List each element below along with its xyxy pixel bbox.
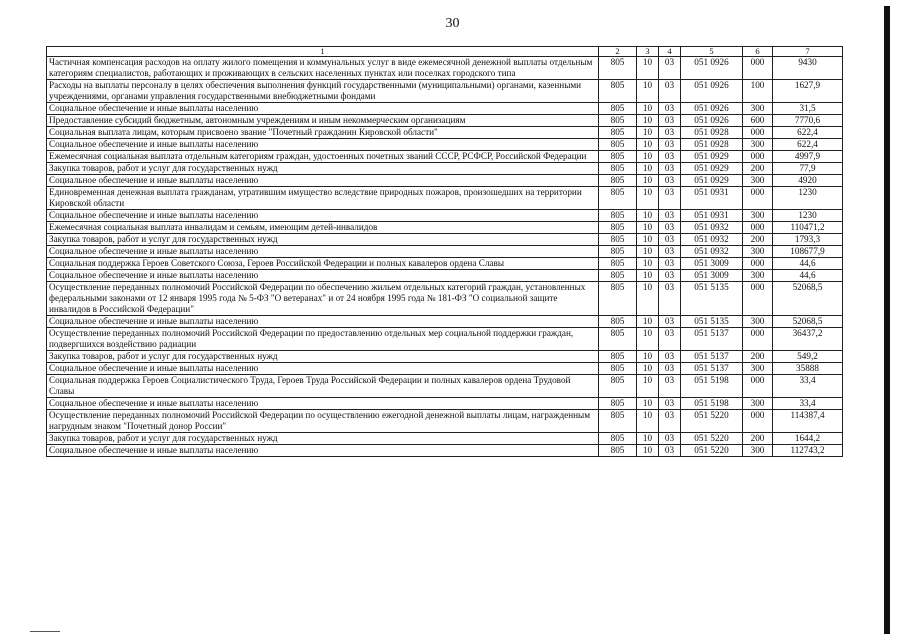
row-target-item: 051 0926 — [681, 103, 743, 115]
row-target-item: 051 0932 — [681, 222, 743, 234]
row-target-item: 051 5220 — [681, 410, 743, 433]
row-name: Социальное обеспечение и иные выплаты населению — [47, 139, 599, 151]
table-row — [47, 398, 843, 410]
row-target-item: 051 0926 — [681, 57, 743, 80]
table-row — [47, 270, 843, 282]
row-name: Социальное обеспечение и иные выплаты населению — [47, 270, 599, 282]
table-row — [47, 57, 843, 80]
table-row — [47, 316, 843, 328]
row-subsection: 03 — [659, 115, 681, 127]
row-expense-type: 000 — [743, 258, 773, 270]
row-subsection: 03 — [659, 445, 681, 457]
row-subsection: 03 — [659, 410, 681, 433]
table-row — [47, 210, 843, 222]
row-admin-code: 805 — [599, 351, 637, 363]
table-row — [47, 127, 843, 139]
row-subsection: 03 — [659, 246, 681, 258]
header-col-6: 6 — [743, 47, 773, 57]
row-section: 10 — [637, 80, 659, 103]
row-name: Закупка товаров, работ и услуг для государственных нужд — [47, 433, 599, 445]
row-section: 10 — [637, 115, 659, 127]
row-section: 10 — [637, 210, 659, 222]
row-section: 10 — [637, 351, 659, 363]
row-name: Закупка товаров, работ и услуг для государственных нужд — [47, 163, 599, 175]
header-col-7: 7 — [773, 47, 843, 57]
row-name: Единовременная денежная выплата гражданам, утратившим имущество вследствие природных пожаров, произошедших на территории Кировской области — [47, 187, 599, 210]
row-name: Социальное обеспечение и иные выплаты населению — [47, 316, 599, 328]
footer-rule — [30, 631, 60, 632]
table-row — [47, 139, 843, 151]
row-section: 10 — [637, 234, 659, 246]
row-amount: 1644,2 — [773, 433, 843, 445]
row-subsection: 03 — [659, 57, 681, 80]
row-target-item: 051 0926 — [681, 115, 743, 127]
row-expense-type: 300 — [743, 103, 773, 115]
row-subsection: 03 — [659, 234, 681, 246]
row-admin-code: 805 — [599, 282, 637, 316]
table-row — [47, 445, 843, 457]
row-subsection: 03 — [659, 351, 681, 363]
budget-table — [46, 46, 843, 457]
row-expense-type: 000 — [743, 282, 773, 316]
row-name: Предоставление субсидий бюджетным, автономным учреждениям и иным некоммерческим организациям — [47, 115, 599, 127]
row-name: Социальное обеспечение и иные выплаты населению — [47, 246, 599, 258]
row-name: Социальное обеспечение и иные выплаты населению — [47, 210, 599, 222]
row-name: Расходы на выплаты персоналу в целях обеспечения выполнения функций государственными (муниципальными) органами, казенными учреждениями, органами управления государственными внебюджетными фондами — [47, 80, 599, 103]
table-row — [47, 351, 843, 363]
row-admin-code: 805 — [599, 222, 637, 234]
header-col-1: 1 — [47, 47, 599, 57]
row-amount: 549,2 — [773, 351, 843, 363]
row-name: Частичная компенсация расходов на оплату жилого помещения и коммунальных услуг в виде ежемесячной денежной выплаты отдельным категориям специалистов, работающих и проживающих в сельских населенных пунктах или поселках городского типа — [47, 57, 599, 80]
row-expense-type: 300 — [743, 445, 773, 457]
row-subsection: 03 — [659, 210, 681, 222]
row-expense-type: 000 — [743, 222, 773, 234]
row-subsection: 03 — [659, 151, 681, 163]
table-row — [47, 410, 843, 433]
row-admin-code: 805 — [599, 115, 637, 127]
scan-edge-bar — [884, 6, 890, 634]
row-amount: 77,9 — [773, 163, 843, 175]
table-row — [47, 163, 843, 175]
table-row — [47, 103, 843, 115]
row-expense-type: 000 — [743, 410, 773, 433]
row-admin-code: 805 — [599, 103, 637, 115]
row-expense-type: 000 — [743, 187, 773, 210]
row-amount: 110471,2 — [773, 222, 843, 234]
row-subsection: 03 — [659, 375, 681, 398]
row-subsection: 03 — [659, 316, 681, 328]
table-row — [47, 328, 843, 351]
row-target-item: 051 5135 — [681, 282, 743, 316]
row-amount: 36437,2 — [773, 328, 843, 351]
row-target-item: 051 5137 — [681, 328, 743, 351]
row-expense-type: 200 — [743, 163, 773, 175]
row-expense-type: 200 — [743, 351, 773, 363]
row-admin-code: 805 — [599, 445, 637, 457]
row-target-item: 051 5198 — [681, 375, 743, 398]
row-target-item: 051 5135 — [681, 316, 743, 328]
row-amount: 35888 — [773, 363, 843, 375]
row-expense-type: 000 — [743, 151, 773, 163]
row-target-item: 051 5220 — [681, 433, 743, 445]
row-subsection: 03 — [659, 103, 681, 115]
row-section: 10 — [637, 445, 659, 457]
row-expense-type: 000 — [743, 328, 773, 351]
row-section: 10 — [637, 246, 659, 258]
row-section: 10 — [637, 175, 659, 187]
row-expense-type: 300 — [743, 363, 773, 375]
row-expense-type: 300 — [743, 139, 773, 151]
row-admin-code: 805 — [599, 316, 637, 328]
row-amount: 1793,3 — [773, 234, 843, 246]
row-name: Социальное обеспечение и иные выплаты населению — [47, 445, 599, 457]
row-amount: 52068,5 — [773, 316, 843, 328]
row-subsection: 03 — [659, 363, 681, 375]
row-subsection: 03 — [659, 270, 681, 282]
row-subsection: 03 — [659, 139, 681, 151]
table-row — [47, 375, 843, 398]
row-admin-code: 805 — [599, 410, 637, 433]
row-target-item: 051 0932 — [681, 234, 743, 246]
row-admin-code: 805 — [599, 127, 637, 139]
row-admin-code: 805 — [599, 151, 637, 163]
row-expense-type: 300 — [743, 246, 773, 258]
row-section: 10 — [637, 139, 659, 151]
row-subsection: 03 — [659, 398, 681, 410]
row-section: 10 — [637, 398, 659, 410]
row-expense-type: 000 — [743, 127, 773, 139]
row-expense-type: 100 — [743, 80, 773, 103]
row-admin-code: 805 — [599, 57, 637, 80]
row-amount: 44,6 — [773, 270, 843, 282]
row-name: Социальное обеспечение и иные выплаты населению — [47, 398, 599, 410]
row-name: Закупка товаров, работ и услуг для государственных нужд — [47, 351, 599, 363]
row-expense-type: 300 — [743, 210, 773, 222]
row-expense-type: 200 — [743, 234, 773, 246]
row-target-item: 051 3009 — [681, 270, 743, 282]
row-subsection: 03 — [659, 282, 681, 316]
row-section: 10 — [637, 363, 659, 375]
table-row — [47, 187, 843, 210]
row-subsection: 03 — [659, 328, 681, 351]
row-subsection: 03 — [659, 127, 681, 139]
row-amount: 1627,9 — [773, 80, 843, 103]
table-row — [47, 80, 843, 103]
table-row — [47, 246, 843, 258]
table-row — [47, 151, 843, 163]
row-name: Социальная выплата лицам, которым присвоено звание "Почетный гражданин Кировской области" — [47, 127, 599, 139]
row-section: 10 — [637, 258, 659, 270]
row-expense-type: 300 — [743, 270, 773, 282]
row-target-item: 051 0926 — [681, 80, 743, 103]
row-name: Социальное обеспечение и иные выплаты населению — [47, 175, 599, 187]
row-target-item: 051 0928 — [681, 127, 743, 139]
row-amount: 1230 — [773, 210, 843, 222]
row-amount: 4997,9 — [773, 151, 843, 163]
row-name: Ежемесячная социальная выплата инвалидам и семьям, имеющим детей-инвалидов — [47, 222, 599, 234]
row-name: Социальное обеспечение и иные выплаты населению — [47, 103, 599, 115]
table-row — [47, 175, 843, 187]
row-amount: 4920 — [773, 175, 843, 187]
row-expense-type: 200 — [743, 433, 773, 445]
row-expense-type: 600 — [743, 115, 773, 127]
row-name: Ежемесячная социальная выплата отдельным категориям граждан, удостоенных почетных званий СССР, РСФСР, Российской Федерации — [47, 151, 599, 163]
row-section: 10 — [637, 270, 659, 282]
row-subsection: 03 — [659, 163, 681, 175]
header-col-5: 5 — [681, 47, 743, 57]
row-admin-code: 805 — [599, 433, 637, 445]
row-name: Осуществление переданных полномочий Российской Федерации по осуществлению ежегодной денежной выплаты лицам, награжденным нагрудным знаком "Почетный донор России" — [47, 410, 599, 433]
table-row — [47, 222, 843, 234]
header-col-3: 3 — [637, 47, 659, 57]
row-amount: 33,4 — [773, 375, 843, 398]
row-expense-type: 000 — [743, 375, 773, 398]
row-expense-type: 300 — [743, 175, 773, 187]
row-admin-code: 805 — [599, 398, 637, 410]
row-section: 10 — [637, 410, 659, 433]
row-admin-code: 805 — [599, 234, 637, 246]
row-subsection: 03 — [659, 187, 681, 210]
row-name: Социальная поддержка Героев Советского Союза, Героев Российской Федерации и полных кавалеров ордена Славы — [47, 258, 599, 270]
row-target-item: 051 5220 — [681, 445, 743, 457]
row-subsection: 03 — [659, 222, 681, 234]
row-admin-code: 805 — [599, 210, 637, 222]
row-admin-code: 805 — [599, 375, 637, 398]
row-amount: 112743,2 — [773, 445, 843, 457]
row-name: Осуществление переданных полномочий Российской Федерации по обеспечению жильем отдельных категорий граждан, установленных федеральными законами от 12 января 1995 года № 5-ФЗ "О ветеранах" и от 24 ноября 1995 года № 181-ФЗ "О социальной защите инвалидов в Российской Федерации" — [47, 282, 599, 316]
row-section: 10 — [637, 57, 659, 80]
row-amount: 108677,9 — [773, 246, 843, 258]
table-row — [47, 115, 843, 127]
table-row — [47, 258, 843, 270]
table-row — [47, 234, 843, 246]
row-amount: 114387,4 — [773, 410, 843, 433]
row-name: Осуществление переданных полномочий Российской Федерации по предоставлению отдельных мер социальной поддержки граждан, подвергшихся воздействию радиации — [47, 328, 599, 351]
row-subsection: 03 — [659, 258, 681, 270]
row-subsection: 03 — [659, 433, 681, 445]
row-amount: 33,4 — [773, 398, 843, 410]
row-amount: 1230 — [773, 187, 843, 210]
row-section: 10 — [637, 282, 659, 316]
table-row — [47, 282, 843, 316]
row-admin-code: 805 — [599, 163, 637, 175]
row-target-item: 051 0929 — [681, 163, 743, 175]
header-col-2: 2 — [599, 47, 637, 57]
row-target-item: 051 5198 — [681, 398, 743, 410]
row-section: 10 — [637, 163, 659, 175]
row-subsection: 03 — [659, 175, 681, 187]
row-subsection: 03 — [659, 80, 681, 103]
row-admin-code: 805 — [599, 258, 637, 270]
row-target-item: 051 0932 — [681, 246, 743, 258]
row-target-item: 051 0929 — [681, 151, 743, 163]
row-amount: 9430 — [773, 57, 843, 80]
header-col-4: 4 — [659, 47, 681, 57]
row-section: 10 — [637, 375, 659, 398]
table-body — [47, 57, 843, 457]
row-section: 10 — [637, 222, 659, 234]
row-section: 10 — [637, 433, 659, 445]
row-name: Социальная поддержка Героев Социалистического Труда, Героев Труда Российской Федерации и полных кавалеров ордена Трудовой Славы — [47, 375, 599, 398]
table-row — [47, 363, 843, 375]
row-section: 10 — [637, 127, 659, 139]
row-admin-code: 805 — [599, 80, 637, 103]
row-admin-code: 805 — [599, 175, 637, 187]
row-section: 10 — [637, 316, 659, 328]
row-admin-code: 805 — [599, 139, 637, 151]
row-target-item: 051 5137 — [681, 363, 743, 375]
row-target-item: 051 0929 — [681, 175, 743, 187]
row-admin-code: 805 — [599, 246, 637, 258]
row-target-item: 051 0931 — [681, 210, 743, 222]
page-number: 30 — [445, 16, 460, 31]
row-expense-type: 300 — [743, 398, 773, 410]
table-row — [47, 433, 843, 445]
row-amount: 52068,5 — [773, 282, 843, 316]
row-amount: 622,4 — [773, 139, 843, 151]
row-expense-type: 300 — [743, 316, 773, 328]
row-section: 10 — [637, 103, 659, 115]
row-admin-code: 805 — [599, 328, 637, 351]
row-admin-code: 805 — [599, 270, 637, 282]
row-name: Закупка товаров, работ и услуг для государственных нужд — [47, 234, 599, 246]
row-expense-type: 000 — [743, 57, 773, 80]
row-amount: 31,5 — [773, 103, 843, 115]
row-target-item: 051 5137 — [681, 351, 743, 363]
row-target-item: 051 3009 — [681, 258, 743, 270]
row-admin-code: 805 — [599, 363, 637, 375]
row-section: 10 — [637, 151, 659, 163]
row-name: Социальное обеспечение и иные выплаты населению — [47, 363, 599, 375]
row-target-item: 051 0931 — [681, 187, 743, 210]
row-amount: 622,4 — [773, 127, 843, 139]
row-section: 10 — [637, 187, 659, 210]
row-target-item: 051 0928 — [681, 139, 743, 151]
row-admin-code: 805 — [599, 187, 637, 210]
row-amount: 44,6 — [773, 258, 843, 270]
row-amount: 7770,6 — [773, 115, 843, 127]
row-section: 10 — [637, 328, 659, 351]
header-row — [47, 47, 843, 57]
